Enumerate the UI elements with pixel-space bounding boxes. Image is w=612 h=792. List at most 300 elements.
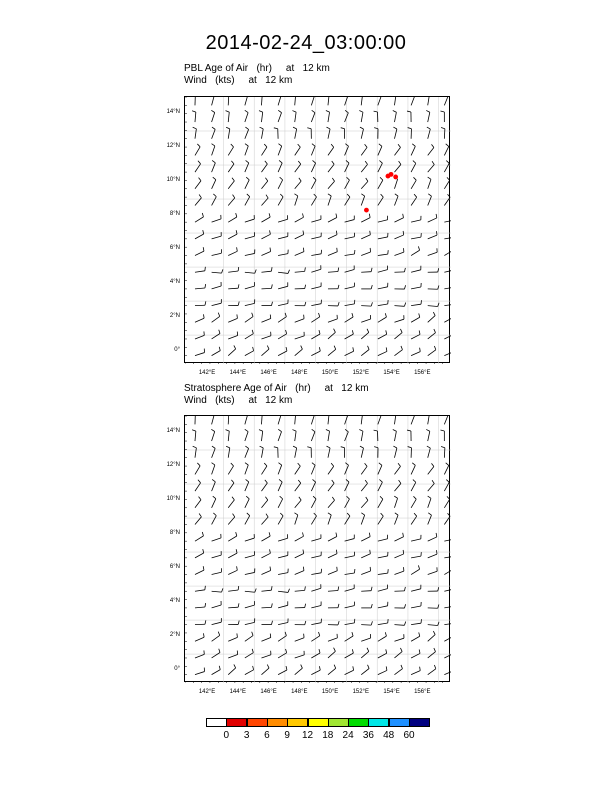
wind-barb	[328, 231, 337, 239]
wind-barb	[212, 347, 221, 356]
wind-barb	[393, 429, 397, 441]
wind-barb	[228, 195, 235, 206]
wind-barb	[411, 602, 421, 608]
wind-barb	[328, 463, 334, 474]
wind-barb	[228, 664, 235, 674]
wind-barb	[374, 128, 378, 139]
wind-barb	[361, 634, 370, 641]
y-tick-label: 2°N	[169, 313, 180, 320]
wind-barb	[261, 514, 268, 525]
wind-barb	[293, 446, 297, 458]
wind-barb	[407, 111, 411, 122]
wind-barb	[195, 532, 203, 541]
wind-barb	[394, 248, 403, 255]
x-tick-label: 156°E	[414, 689, 431, 695]
wind-barb	[428, 463, 434, 474]
wind-barb	[295, 621, 306, 625]
wind-barb	[212, 463, 215, 475]
wind-barb	[411, 632, 420, 641]
wind-barb	[444, 650, 451, 658]
wind-barb	[295, 161, 301, 172]
wind-barb	[261, 497, 267, 508]
wind-barb	[411, 348, 420, 356]
wind-barb	[293, 127, 297, 139]
wind-barb	[378, 513, 383, 524]
wind-barb	[428, 194, 432, 206]
colorbar-label: 36	[362, 730, 374, 741]
wind-barb	[428, 161, 435, 172]
wind-barb	[361, 178, 368, 189]
wind-barb	[278, 270, 289, 274]
wind-barb	[345, 632, 353, 641]
wind-barb	[361, 533, 370, 541]
wind-barb	[311, 463, 315, 475]
wind-barb	[245, 463, 248, 475]
wind-barb	[411, 535, 421, 541]
wind-barb	[212, 313, 220, 323]
y-tick-label: 10°N	[166, 177, 180, 184]
x-tick-label: 150°E	[321, 689, 339, 695]
wind-barb	[261, 480, 267, 491]
wind-barb	[426, 429, 430, 441]
wind-barb	[345, 194, 350, 205]
wind-barb	[211, 429, 214, 441]
wind-barb	[394, 480, 400, 491]
wind-barb	[311, 479, 315, 491]
y-tick-label: 6°N	[169, 245, 180, 252]
wind-barb	[378, 233, 388, 239]
wind-barb	[394, 463, 400, 474]
wind-barb	[444, 416, 448, 424]
wind-barb	[228, 161, 234, 172]
wind-barb	[394, 315, 404, 322]
wind-barb	[361, 567, 370, 575]
wind-barb	[428, 567, 437, 574]
colorbar-swatch	[267, 718, 288, 727]
wind-barb	[228, 633, 237, 641]
wind-barb	[392, 97, 396, 105]
wind-barb	[345, 313, 353, 322]
wind-barb	[278, 300, 288, 306]
wind-barb	[359, 416, 363, 424]
wind-barb	[245, 177, 249, 189]
wind-barb	[228, 532, 237, 541]
wind-barb	[212, 144, 215, 156]
wind-barb	[311, 233, 321, 239]
wind-barb	[278, 215, 288, 222]
wind-barb	[195, 161, 201, 172]
wind-barb	[245, 282, 255, 289]
wind-barb	[378, 266, 388, 273]
wind-barb	[411, 463, 415, 475]
x-tick-label: 144°E	[229, 689, 247, 695]
wind-barb	[228, 480, 234, 491]
y-tick-label: 12°N	[166, 143, 180, 150]
wind-barb	[345, 216, 355, 223]
wind-barb	[195, 314, 204, 322]
wind-barb	[444, 177, 449, 188]
wind-barb	[295, 285, 306, 289]
wind-barb	[326, 446, 330, 458]
wind-barb	[411, 246, 419, 255]
wind-barb	[226, 446, 230, 458]
wind-barb	[394, 550, 403, 558]
wind-barb	[428, 285, 439, 289]
wind-barb	[195, 284, 206, 289]
wind-barb	[328, 194, 331, 206]
x-tick-label: 148°E	[291, 689, 308, 695]
wind-barb	[444, 566, 451, 575]
wind-barb	[295, 651, 305, 658]
wind-barb	[394, 604, 405, 608]
wind-barb	[326, 430, 330, 442]
wind-barb	[226, 430, 230, 441]
wind-barb	[444, 314, 451, 323]
wind-barb	[261, 195, 268, 206]
wind-barb	[245, 127, 249, 139]
wind-barb	[361, 248, 370, 256]
wind-barb	[411, 97, 415, 105]
wind-barb	[212, 513, 217, 525]
wind-barb	[345, 513, 350, 524]
wind-barb	[428, 303, 439, 307]
wind-barb	[426, 416, 430, 424]
wind-barb	[260, 446, 264, 458]
wind-barb	[295, 463, 301, 474]
wind-barb	[225, 97, 229, 105]
wind-barb	[394, 329, 402, 339]
wind-barb	[428, 177, 431, 189]
wind-barb	[245, 601, 255, 608]
wind-barb	[295, 532, 304, 541]
wind-barb	[191, 97, 195, 105]
wind-barb	[278, 232, 288, 238]
wind-barb	[441, 127, 445, 138]
wind-barb	[212, 618, 222, 624]
wind-barb	[195, 620, 206, 624]
colorbar-label: 9	[284, 730, 290, 741]
wind-barb	[212, 269, 223, 273]
wind-barb	[195, 668, 205, 675]
wind-barb	[411, 496, 416, 507]
wind-barb	[411, 233, 421, 239]
wind-barb	[195, 514, 201, 525]
wind-barb	[261, 634, 270, 642]
wind-barb	[444, 194, 450, 205]
wind-barb	[428, 312, 435, 322]
wind-barb	[345, 160, 349, 172]
wind-barb	[444, 552, 451, 558]
wind-barb	[345, 233, 355, 239]
colorbar-label: 24	[342, 730, 354, 741]
wind-barb	[278, 330, 287, 339]
wind-barb	[278, 513, 283, 524]
wind-barb	[295, 332, 305, 339]
wind-barb	[378, 416, 381, 424]
wind-barb	[378, 666, 387, 674]
wind-barb	[394, 567, 403, 574]
wind-barb	[228, 566, 237, 574]
wind-barb	[278, 97, 281, 105]
wind-barb	[361, 231, 370, 239]
wind-barb	[428, 648, 436, 658]
wind-barb	[212, 299, 222, 305]
wind-barb	[278, 649, 287, 658]
wind-barb	[212, 282, 222, 289]
wind-barb	[245, 666, 254, 675]
wind-barb	[245, 649, 253, 658]
wind-barb	[378, 535, 388, 541]
wind-barb	[195, 566, 204, 574]
wind-barb	[328, 315, 337, 322]
wind-barb	[311, 534, 321, 541]
wind-barb	[428, 496, 431, 508]
wind-barb	[261, 302, 272, 306]
wind-barb	[212, 330, 220, 339]
panel-2-wind-title: Wind (kts) at 12 km	[184, 395, 293, 406]
y-tick-label: 6°N	[169, 564, 180, 571]
wind-barb	[411, 480, 416, 492]
wind-barb	[278, 551, 288, 557]
wind-barb	[378, 97, 381, 105]
wind-barb	[411, 161, 416, 173]
wind-barb	[440, 111, 444, 122]
wind-barb	[195, 213, 203, 222]
wind-barb	[345, 330, 354, 339]
wind-barb	[307, 128, 311, 139]
wind-barb	[195, 301, 206, 305]
wind-barb	[428, 480, 435, 491]
wind-barb	[244, 97, 247, 105]
colorbar-label: 18	[322, 730, 334, 741]
wind-barb	[278, 250, 288, 256]
colorbar-swatch	[409, 718, 430, 727]
wind-barb	[444, 496, 449, 507]
colorbar-swatch	[389, 718, 410, 727]
wind-barb	[444, 283, 451, 289]
wind-barb	[311, 569, 321, 575]
wind-barb	[228, 621, 239, 625]
age-of-air-marker	[389, 172, 394, 177]
wind-barb	[295, 302, 306, 306]
wind-barb	[345, 649, 354, 658]
wind-barb	[226, 127, 230, 139]
wind-barb	[295, 315, 304, 323]
wind-barb	[361, 329, 369, 339]
wind-barb	[328, 621, 339, 625]
wind-barb	[311, 144, 315, 156]
wind-barb	[345, 666, 354, 674]
wind-barb	[278, 144, 282, 156]
wind-barb	[378, 632, 387, 641]
wind-barb	[394, 634, 404, 641]
wind-barb	[444, 513, 450, 524]
map-panel-1-svg	[185, 97, 451, 364]
wind-barb	[328, 302, 339, 306]
wind-barb	[428, 346, 436, 356]
y-tick-label: 8°N	[169, 530, 180, 537]
x-tick-label: 142°E	[198, 370, 216, 376]
wind-barb	[245, 313, 253, 322]
wind-barb	[411, 650, 420, 658]
wind-barb	[444, 161, 449, 173]
x-tick-label: 154°E	[383, 370, 400, 376]
colorbar-swatch	[308, 718, 329, 727]
wind-barb	[311, 215, 321, 222]
wind-barb	[341, 447, 345, 458]
wind-barb	[295, 231, 304, 239]
wind-barb	[328, 161, 334, 172]
wind-barb	[212, 127, 216, 139]
wind-barb	[394, 161, 400, 172]
wind-barb	[192, 111, 196, 122]
wind-barb	[278, 347, 287, 356]
map-panel-pbl-age	[184, 96, 450, 363]
wind-barb	[245, 446, 249, 458]
wind-barb	[328, 587, 339, 592]
wind-barb	[261, 332, 270, 339]
wind-barb	[328, 178, 335, 189]
wind-barb	[195, 178, 201, 189]
wind-barb	[378, 463, 382, 475]
wind-barb	[361, 346, 369, 356]
wind-barb	[259, 111, 263, 122]
page-title: 2014-02-24_03:00:00	[205, 32, 407, 54]
wind-barb	[245, 429, 248, 441]
wind-barb	[328, 550, 337, 558]
wind-barb	[295, 634, 304, 642]
wind-barb	[195, 586, 205, 591]
wind-barb	[228, 213, 237, 222]
wind-barb	[328, 480, 334, 491]
y-tick-label: 0°	[174, 347, 180, 354]
wind-barb	[245, 618, 255, 624]
wind-barb	[345, 584, 355, 591]
wind-barb	[444, 602, 451, 608]
wind-barb	[228, 586, 238, 591]
wind-barb	[392, 416, 396, 424]
wind-barb	[295, 665, 303, 675]
y-tick-label: 8°N	[169, 211, 180, 218]
wind-barb	[444, 535, 451, 541]
wind-barb	[378, 250, 388, 255]
wind-barb	[311, 160, 315, 172]
wind-barb	[195, 497, 201, 508]
wind-barb	[245, 249, 255, 255]
wind-barb	[326, 127, 330, 139]
wind-barb	[361, 194, 364, 206]
wind-barb	[261, 213, 270, 222]
wind-barb	[361, 463, 367, 474]
wind-barb	[261, 586, 272, 591]
wind-barb	[278, 479, 282, 491]
wind-barb	[211, 416, 214, 424]
wind-barb	[261, 549, 270, 557]
wind-barb	[427, 446, 430, 458]
wind-barb	[411, 552, 421, 558]
wind-barb	[345, 602, 355, 608]
wind-barb	[426, 110, 430, 122]
wind-barb	[394, 285, 405, 289]
wind-barb	[326, 111, 330, 123]
wind-barb	[295, 248, 304, 256]
wind-barb	[278, 416, 281, 424]
colorbar-label: 60	[403, 730, 415, 741]
wind-barb	[245, 110, 248, 122]
wind-barb	[212, 177, 216, 189]
wind-barb	[378, 144, 382, 156]
wind-barb	[212, 479, 216, 491]
wind-barb	[328, 346, 336, 356]
wind-barb	[428, 214, 437, 222]
wind-barb	[311, 177, 316, 189]
wind-barb	[411, 194, 417, 205]
wind-barb	[295, 144, 301, 155]
wind-barb	[228, 463, 233, 474]
wind-barb	[311, 265, 321, 272]
wind-barb	[212, 249, 222, 255]
wind-barb	[378, 283, 388, 289]
wind-barb	[292, 111, 296, 122]
wind-barb	[245, 270, 256, 274]
wind-barb	[325, 97, 329, 105]
colorbar-label: 6	[264, 730, 270, 741]
wind-barb	[259, 430, 263, 441]
colorbar-label: 48	[383, 730, 395, 741]
colorbar-label: 0	[223, 730, 230, 741]
wind-barb	[444, 247, 451, 256]
wind-barb	[444, 463, 448, 475]
wind-barb	[212, 215, 221, 222]
wind-barb	[361, 161, 367, 172]
wind-barb	[444, 348, 451, 356]
wind-barb	[292, 416, 296, 424]
wind-barb	[195, 144, 200, 155]
wind-barb	[427, 127, 430, 139]
wind-barb	[311, 496, 316, 508]
wind-barb	[411, 565, 419, 574]
wind-barb	[295, 346, 303, 356]
wind-barb	[361, 587, 372, 591]
wind-barb	[440, 430, 444, 441]
wind-barb	[361, 550, 370, 558]
wind-barb	[245, 568, 255, 574]
wind-barb	[212, 160, 216, 172]
wind-barb	[411, 513, 417, 524]
wind-barb	[345, 265, 355, 272]
wind-barb	[394, 665, 402, 675]
wind-barb	[278, 463, 282, 475]
wind-barb	[258, 97, 262, 105]
wind-barb	[328, 567, 337, 575]
wind-barb	[411, 667, 420, 675]
wind-barb	[328, 648, 335, 658]
wind-barb	[261, 603, 272, 607]
wind-barb	[428, 513, 432, 525]
wind-barb	[378, 330, 387, 339]
wind-barb	[411, 585, 421, 591]
wind-barb	[311, 552, 321, 558]
wind-barb	[195, 549, 204, 558]
wind-barb	[278, 177, 283, 189]
x-tick-label: 146°E	[260, 689, 277, 695]
wind-barb	[245, 589, 256, 593]
wind-barb	[393, 127, 396, 139]
wind-barb	[428, 631, 435, 641]
wind-barb	[228, 247, 237, 255]
wind-barb	[195, 463, 200, 474]
wind-barb	[360, 127, 364, 139]
